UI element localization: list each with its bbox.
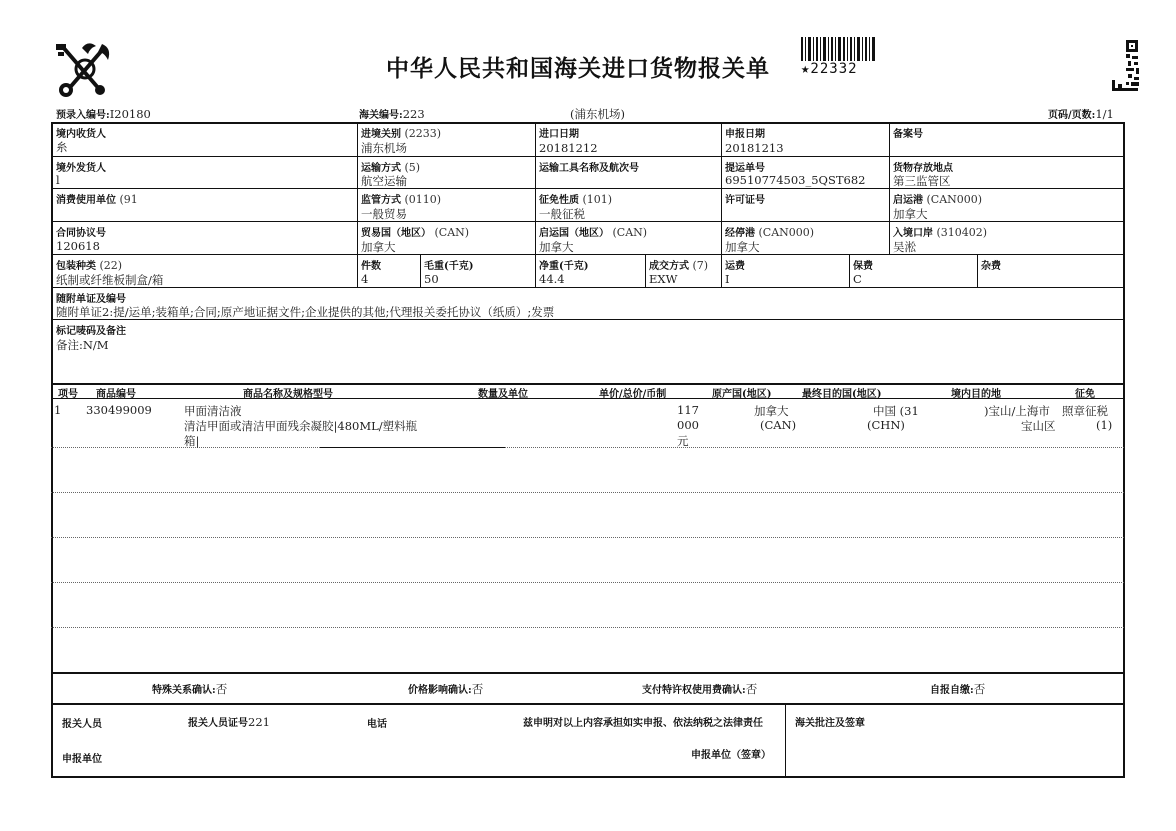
trade-country-code: (CAN): [434, 226, 470, 239]
insurance-value: C: [853, 272, 862, 286]
insurance-label: 保费: [853, 261, 873, 272]
self-pay-label: 自报自缴:: [930, 685, 974, 696]
consignee-value: 糸: [56, 140, 68, 154]
gross-label: 毛重(千克): [424, 261, 474, 272]
origin-line-2: (CAN): [760, 418, 797, 432]
foreign-shipper-label: 境外发货人: [56, 163, 106, 174]
col-domestic-dest: 境内目的地: [951, 389, 1001, 400]
declarant-cert-value: 221: [248, 715, 270, 729]
levy-line-2: (1): [1096, 418, 1113, 432]
pack-label: 包装种类: [56, 261, 96, 272]
deal-value: EXW: [649, 272, 678, 286]
customs-no-label: 海关编号:: [359, 110, 403, 121]
contract-label: 合同协议号: [56, 228, 106, 239]
marks-label: 标记唛码及备注: [56, 326, 126, 337]
customs-approval-label: 海关批注及签章: [795, 718, 865, 729]
price-line-3: 元: [677, 434, 689, 448]
declarant-cert-label: 报关人员证号: [188, 718, 248, 729]
price-impact-value: 否: [471, 682, 484, 696]
page-title: 中华人民共和国海关进口货物报关单: [386, 56, 770, 82]
hs-code: 330499009: [86, 403, 152, 417]
entry-port-label: 进境关别: [361, 129, 401, 140]
phone-label: 电话: [367, 719, 387, 730]
stop-port-label: 经停港: [725, 228, 755, 239]
levy-value: 一般征税: [539, 207, 585, 221]
deal-code: (7): [692, 259, 709, 272]
royalty-label: 支付特许权使用费确认:: [642, 685, 746, 696]
pre-entry-label: 预录入编号:: [56, 110, 110, 121]
deal-label: 成交方式: [649, 261, 689, 272]
stop-port-code: (CAN000): [758, 226, 815, 239]
net-value: 44.4: [539, 272, 565, 286]
consumer-label: 消费使用单位: [56, 195, 116, 206]
origin-country-value: 加拿大: [539, 240, 574, 254]
name-line-3: 箱|: [184, 434, 200, 448]
declare-date-label: 申报日期: [725, 129, 765, 140]
special-relation-value: 否: [215, 682, 228, 696]
final-dest-line-1: 中国 (31: [873, 404, 919, 418]
final-dest-line-2: (CHN): [867, 418, 905, 432]
stop-port-value: 加拿大: [725, 240, 760, 254]
qr-code-icon: [1112, 40, 1142, 94]
declaration-statement: 兹申明对以上内容承担如实申报、依法纳税之法律责任: [523, 718, 763, 729]
storage-value: 第三监管区: [893, 174, 951, 188]
declare-date-value: 20181213: [725, 141, 784, 155]
col-hs-code: 商品编号: [96, 389, 136, 400]
net-label: 净重(千克): [539, 261, 589, 272]
foreign-shipper-value: l: [56, 173, 60, 187]
origin-line-1: 加拿大: [754, 404, 789, 418]
entry-border-value: 吴淞: [893, 240, 916, 254]
declare-unit-label: 申报单位: [62, 754, 102, 765]
marks-value: 备注:N/M: [56, 338, 109, 352]
departure-port-value: 加拿大: [893, 207, 928, 221]
col-final-dest: 最终目的国(地区): [802, 389, 882, 400]
bill-label: 提运单号: [725, 163, 765, 174]
supervision-code: (0110): [404, 193, 442, 206]
pre-entry-value: I20180: [109, 107, 151, 121]
pack-value: 纸制或纤维板制盒/箱: [56, 273, 164, 287]
col-levy: 征免: [1075, 389, 1095, 400]
docs-value: 随附单证2:提/运单;装箱单;合同;原产地证据文件;企业提供的其他;代理报关委托协议（纸质）;发票: [56, 305, 555, 319]
consignee-label: 境内收货人: [56, 129, 106, 140]
customs-office: (浦东机场): [570, 107, 625, 121]
price-line-2: 000: [677, 418, 699, 432]
declarant-label: 报关人员: [62, 719, 102, 730]
pack-code: (22): [99, 259, 123, 272]
barcode-icon: [801, 37, 877, 61]
declare-unit-seal-label: 申报单位（签章）: [691, 750, 771, 761]
pieces-value: 4: [361, 272, 369, 286]
name-line-1: 甲面清洁液: [184, 404, 242, 418]
gross-value: 50: [424, 272, 439, 286]
entry-border-code: (310402): [936, 226, 988, 239]
misc-label: 杂费: [981, 261, 1001, 272]
origin-country-code: (CAN): [612, 226, 648, 239]
royalty-value: 否: [745, 682, 758, 696]
departure-port-code: (CAN000): [926, 193, 983, 206]
departure-port-label: 启运港: [893, 195, 923, 206]
levy-label: 征免性质: [539, 195, 579, 206]
freight-value: I: [725, 272, 730, 286]
special-relation-label: 特殊关系确认:: [152, 685, 216, 696]
customs-no-value: 223: [402, 107, 425, 121]
entry-port-code: (2233): [404, 127, 442, 140]
docs-label: 随附单证及编号: [56, 294, 126, 305]
customs-emblem-icon: [52, 38, 118, 100]
price-line-1: 117: [677, 403, 699, 417]
license-label: 许可证号: [725, 195, 765, 206]
origin-country-label: 启运国（地区）: [539, 228, 609, 239]
entry-border-label: 入境口岸: [893, 228, 933, 239]
trade-country-label: 贸易国（地区）: [361, 228, 431, 239]
import-date-value: 20181212: [539, 141, 598, 155]
col-origin: 原产国(地区): [712, 389, 772, 400]
transport-value: 航空运输: [361, 174, 407, 188]
entry-port-value: 浦东机场: [361, 141, 407, 155]
bill-value: 69510774503_5QST682: [725, 173, 866, 187]
supervision-label: 监管方式: [361, 195, 401, 206]
pieces-label: 件数: [361, 261, 381, 272]
domestic-dest-line-2: 宝山区: [1021, 419, 1056, 433]
col-price: 单价/总价/币制: [599, 389, 667, 400]
import-date-label: 进口日期: [539, 129, 579, 140]
self-pay-value: 否: [973, 682, 986, 696]
item-no: 1: [54, 403, 62, 417]
page-value: 1/1: [1095, 107, 1114, 121]
col-qty-unit: 数量及单位: [478, 389, 528, 400]
barcode-number: ★22332: [801, 61, 858, 77]
price-impact-label: 价格影响确认:: [408, 685, 472, 696]
supervision-value: 一般贸易: [361, 207, 407, 221]
storage-label: 货物存放地点: [893, 163, 953, 174]
col-item-no: 项号: [58, 389, 78, 400]
transport-code: (5): [404, 161, 421, 174]
col-name-spec: 商品名称及规格型号: [243, 389, 333, 400]
record-no-label: 备案号: [893, 129, 923, 140]
vehicle-label: 运输工具名称及航次号: [539, 163, 639, 174]
freight-label: 运费: [725, 261, 745, 272]
name-line-2: 清洁甲面或清洁甲面残余凝胶|480ML/塑料瓶: [184, 419, 418, 433]
domestic-dest-line-1: )宝山/上海市: [984, 404, 1050, 418]
levy-code: (101): [582, 193, 613, 206]
transport-label: 运输方式: [361, 163, 401, 174]
consumer-code: (91: [119, 193, 138, 206]
page-label: 页码/页数:: [1048, 110, 1096, 121]
trade-country-value: 加拿大: [361, 240, 396, 254]
levy-line-1: 照章征税: [1062, 404, 1108, 418]
contract-value: 120618: [56, 239, 100, 253]
